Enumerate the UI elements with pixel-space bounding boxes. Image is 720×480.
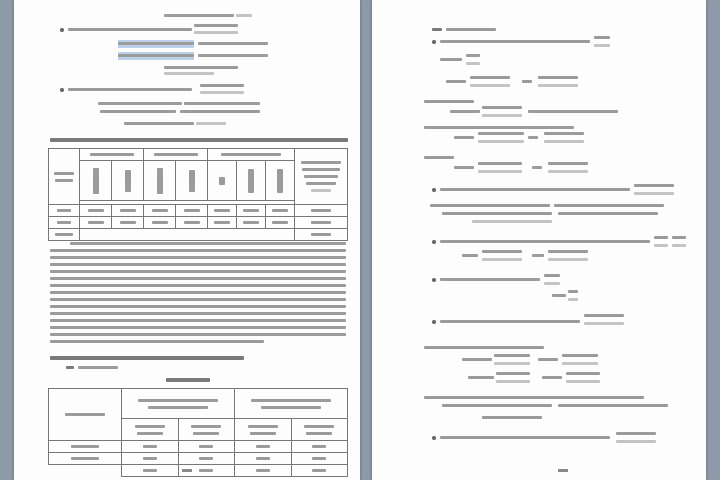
data-table-main <box>48 148 348 241</box>
document-page-left[interactable] <box>14 0 360 480</box>
table-caption <box>50 138 348 142</box>
document-page-right[interactable] <box>372 0 706 480</box>
page-number <box>182 469 192 472</box>
page-number <box>558 469 568 472</box>
data-table-secondary <box>48 388 348 477</box>
section-heading <box>50 356 244 360</box>
table-caption <box>166 378 210 382</box>
page-gutter <box>360 0 372 480</box>
